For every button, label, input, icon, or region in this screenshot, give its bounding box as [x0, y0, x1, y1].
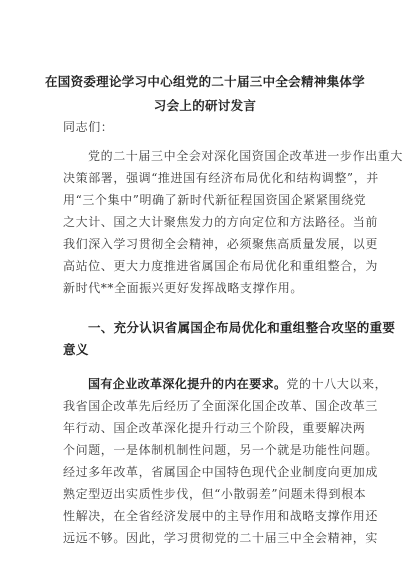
paragraph-2-line: 性解决，在全省经济发展中的主导作用和战略支撑作用还: [63, 509, 379, 523]
paragraph-2-line: 远远不够。因此，学习贯彻党的二十届三中全会精神，实: [63, 531, 379, 545]
paragraph-2-bold-lead: 国有企业改革深化提升的内在要求。: [88, 377, 287, 391]
paragraph-2-first-rest: 党的十八大以来，: [286, 377, 388, 391]
paragraph-2-line: 年行动、国企改革深化提升行动三个阶段，重要解决两: [63, 421, 366, 435]
document-title-line-2: 习会上的研讨发言: [153, 98, 257, 113]
paragraph-1-line: 之大计、国之大计聚焦发力的方向定位和方法路径。当前: [63, 215, 379, 229]
salutation: 同志们：: [63, 120, 114, 134]
document-title-line-1: 在国资委理论学习中心组党的二十届三中全会精神集体学: [44, 74, 365, 89]
paragraph-1-line: 用“三个集中”明确了新时代新征程国资国企紧紧围绕党: [63, 193, 367, 207]
section-1-heading-line-2: 意义: [63, 342, 89, 357]
section-1-heading-line-1: 一、充分认识省属国企布局优化和重组整合攻坚的重要: [88, 320, 396, 335]
paragraph-1-line: 决策部署，强调“推进国有经济布局优化和结构调整”，并: [63, 171, 379, 185]
paragraph-1-line: 新时代**全面振兴更好发挥战略支撑作用。: [63, 281, 304, 295]
paragraph-2-line: 熟定型迈出实质性步伐，但“小散弱差”问题未得到根本: [63, 487, 367, 501]
paragraph-1-line: 高站位、更大力度推进省属国企布局优化和重组整合，为: [63, 259, 379, 273]
paragraph-2-line: 个问题，一是体制机制性问题，另一个就是功能性问题。: [63, 443, 379, 457]
paragraph-1-line: 党的二十届三中全会对深化国资国企改革进一步作出重大: [88, 149, 404, 163]
paragraph-2-first-line: [88, 376, 387, 392]
paragraph-1-line: 我们深入学习贯彻全会精神，必须聚焦高质量发展，以更: [63, 237, 379, 251]
paragraph-2-line: 经过多年改革，省属国企中国特色现代企业制度向更加成: [63, 465, 379, 479]
paragraph-2-line: 我省国企改革先后经历了全面深化国企改革、国企改革三: [63, 399, 379, 413]
